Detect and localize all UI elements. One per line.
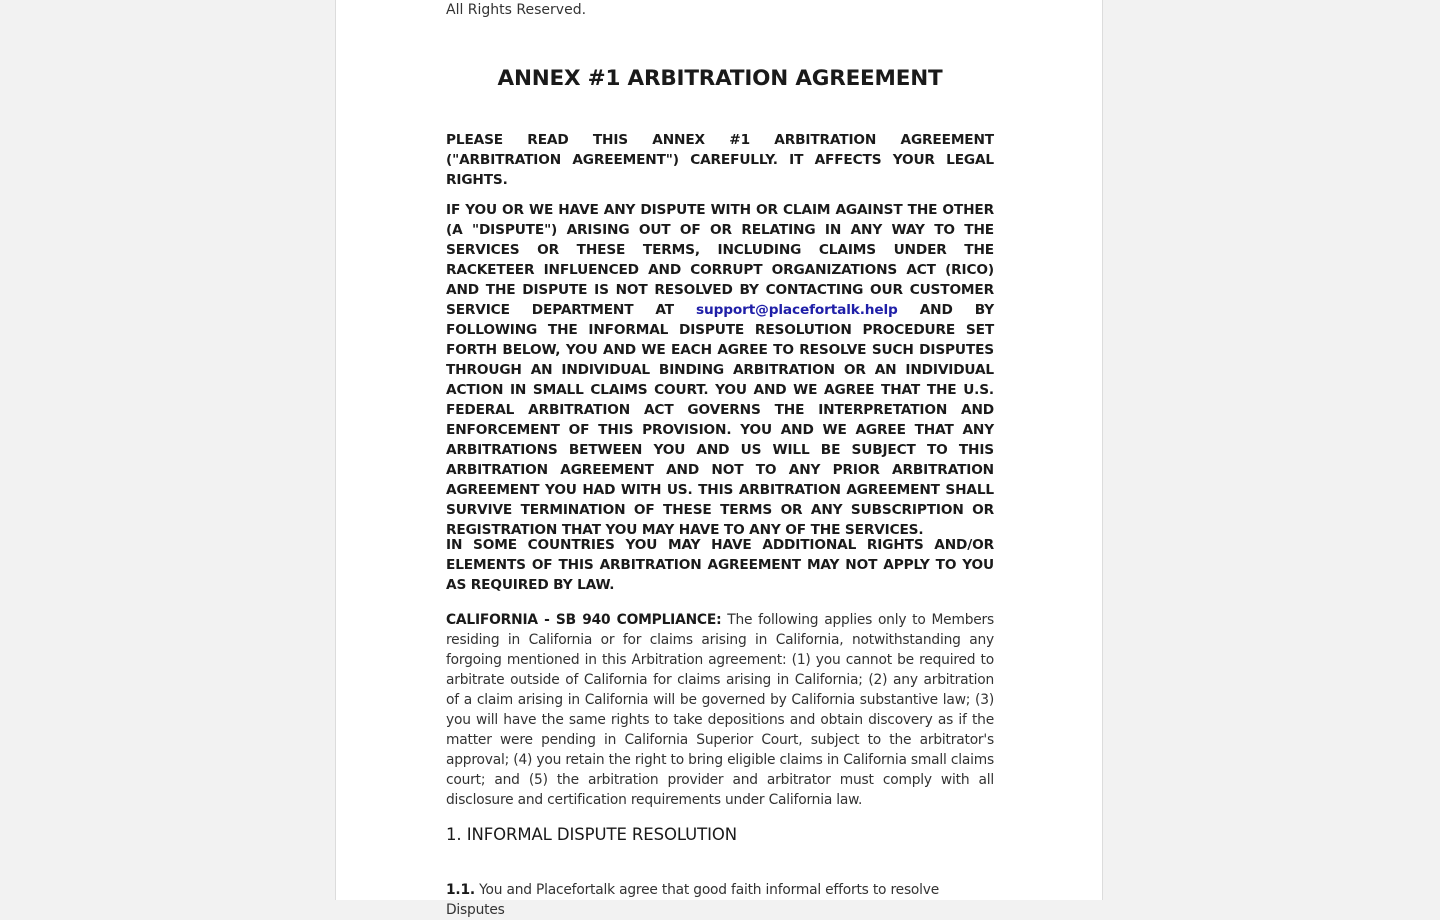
countries-notice: IN SOME COUNTRIES YOU MAY HAVE ADDITIONAL RIGHTS AND/OR ELEMENTS OF THIS ARBITRATION AGREEMENT MAY NOT APPLY TO YOU AS REQUIRED BY LAW. [446, 537, 994, 593]
read-carefully-notice: PLEASE READ THIS ANNEX #1 ARBITRATION AGREEMENT ("ARBITRATION AGREEMENT") CAREFULLY. IT AFFECTS YOUR LEGAL RIGHTS. [446, 132, 994, 188]
california-compliance-paragraph [446, 610, 994, 810]
annex-title: ANNEX #1 ARBITRATION AGREEMENT [497, 66, 943, 91]
clause-1-1 [446, 880, 994, 920]
document-page [335, 0, 1103, 918]
section-1-heading: 1. INFORMAL DISPUTE RESOLUTION [446, 825, 737, 844]
rights-reserved-line: All Rights Reserved. [446, 2, 587, 18]
clause-1-1-text: You and Placefortalk agree that good faith informal efforts to resolve Disputes [446, 882, 940, 918]
document-content [446, 0, 994, 918]
dispute-text-part1: IF YOU OR WE HAVE ANY DISPUTE WITH OR CLAIM AGAINST THE OTHER (A "DISPUTE") ARISING OUT OF OR RELATING IN ANY WAY TO THE SERVICES OR THESE TERMS, INCLUDING CLAIMS UNDER THE RACKETEER INFLUENCED AND CORRUPT ORGANIZATIONS ACT (RICO) AND THE DISPUTE IS NOT RESOLVED BY CONTACTING OUR CUSTOMER SERVICE DEPARTMENT AT [446, 202, 994, 318]
dispute-text-part2: AND BY FOLLOWING THE INFORMAL DISPUTE RESOLUTION PROCEDURE SET FORTH BELOW, YOU AND WE EACH AGREE TO RESOLVE SUCH DISPUTES THROUGH AN INDIVIDUAL BINDING ARBITRATION OR AN INDIVIDUAL ACTION IN SMALL CLAIMS COURT. YOU AND WE AGREE THAT THE U.S. FEDERAL ARBITRATION ACT GOVERNS THE INTERPRETATION AND ENFORCEMENT OF THIS PROVISION. YOU AND WE AGREE THAT ANY ARBITRATIONS BETWEEN YOU AND US WILL BE SUBJECT TO THIS ARBITRATION AGREEMENT AND NOT TO ANY PRIOR ARBITRATION AGREEMENT YOU HAD WITH US. THIS ARBITRATION AGREEMENT SHALL SURVIVE TERMINATION OF THESE TERMS OR ANY SUBSCRIPTION OR REGISTRATION THAT YOU MAY HAVE TO ANY OF THE SERVICES. [446, 302, 994, 538]
support-email-link[interactable]: support@placefortalk.help [696, 302, 898, 318]
california-compliance-text: The following applies only to Members residing in California or for claims arising in California, notwithstanding any forgoing mentioned in this Arbitration agreement: (1) you cannot be required to arbitrate outside of California for claims arising in California; (2) any arbitration of a claim arising in California will be governed by California substantive law; (3) you will have the same rights to take depositions and obtain discovery as if the matter were pending in California Superior Court, subject to the arbitrator's approval; (4) you retain the right to bring eligible claims in California small claims court; and (5) the arbitration provider and arbitrator must comply with all disclosure and certification requirements under California law. [446, 612, 994, 808]
clause-1-1-number: 1.1. [446, 882, 475, 898]
dispute-paragraph [446, 200, 994, 540]
california-compliance-label: CALIFORNIA - SB 940 COMPLIANCE: [446, 612, 722, 628]
